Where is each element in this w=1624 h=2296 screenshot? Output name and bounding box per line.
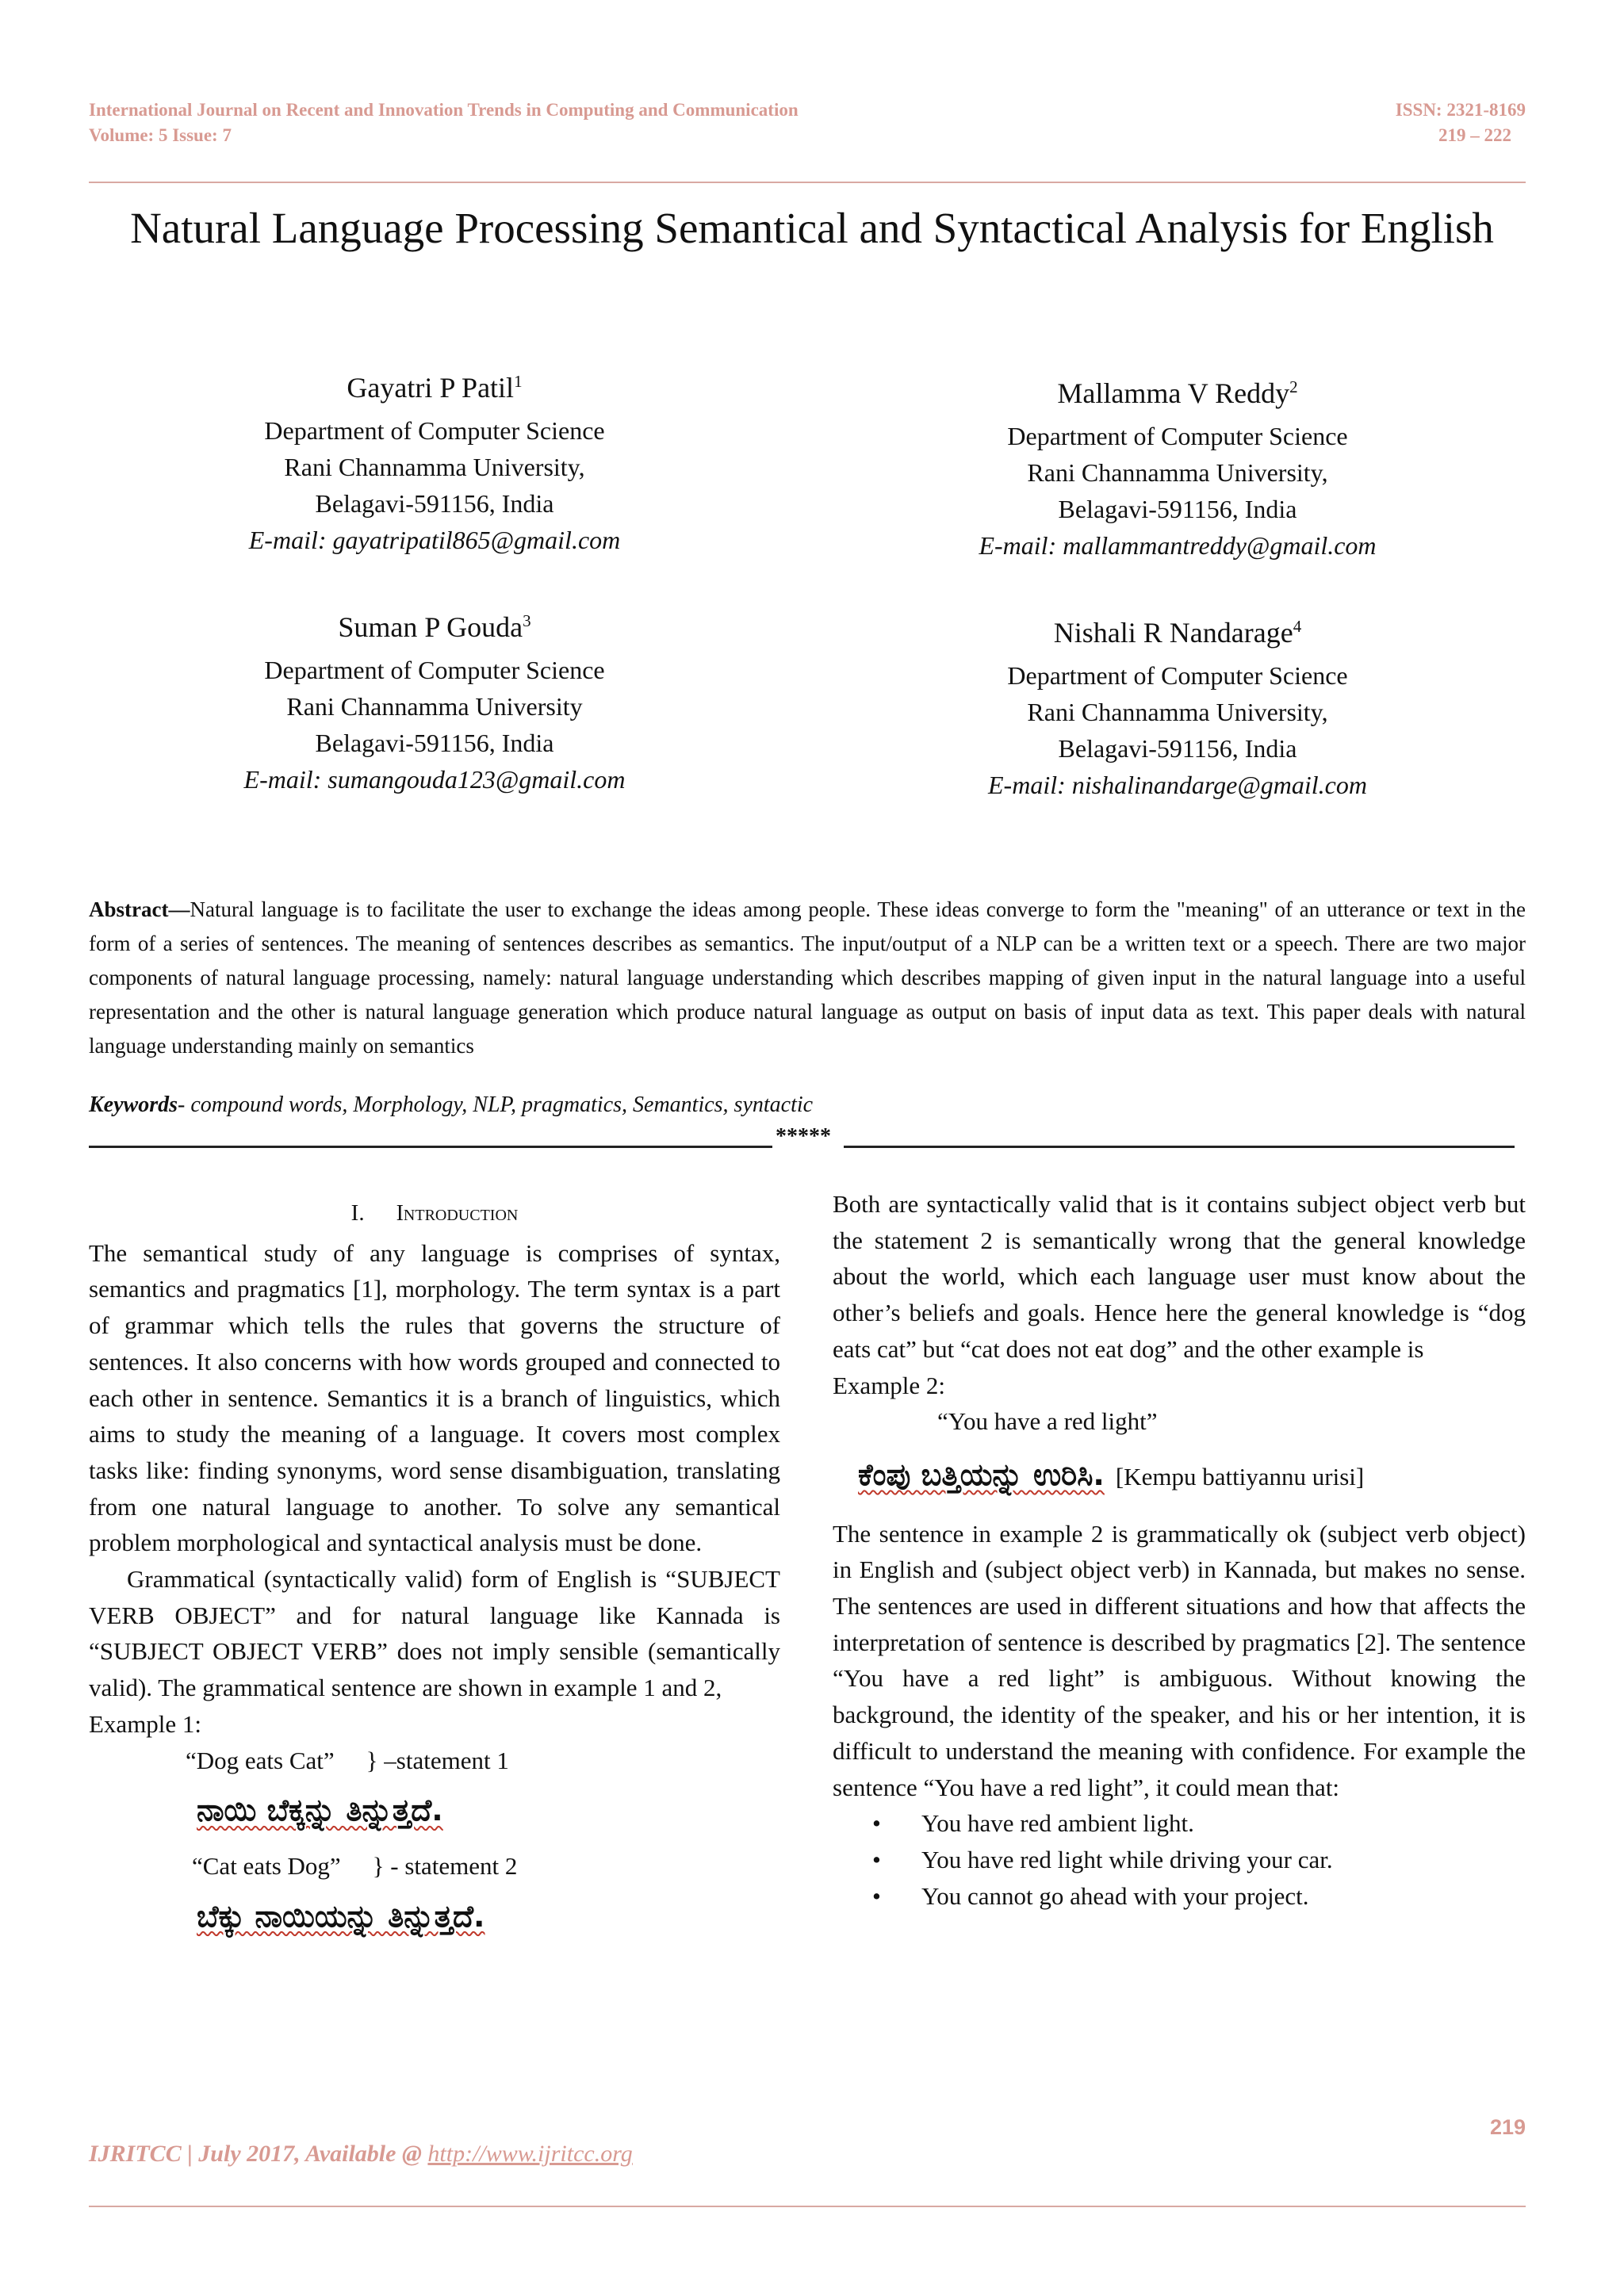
separator-rule-right	[844, 1146, 1515, 1148]
author-city: Belagavi-591156, India	[315, 729, 554, 757]
author-name: Mallamma V Reddy$^2$	[1057, 377, 1298, 409]
paper-title: Natural Language Processing Semantical and Syntactical Analysis for English	[130, 204, 1494, 252]
author-block-4	[900, 608, 1455, 803]
bullet-list	[833, 1805, 1526, 1914]
author-name: Suman P Gouda$^3$	[338, 611, 531, 643]
author-city: Belagavi-591156, India	[315, 489, 554, 518]
author-univ: Rani Channamma University,	[1027, 698, 1328, 726]
example-2-label: Example 2:	[833, 1371, 946, 1399]
author-email: E-mail: sumangouda123@gmail.com	[243, 765, 626, 794]
author-name: Gayatri P Patil$^1$	[347, 372, 523, 404]
right-paragraph-1: Both are syntactically valid that is it contains subject object verb but the statement 2 is semantically wrong that the general knowledge about the world, which each language user must know about the other’s beliefs and goals. Hence here the general knowledge is “dog eats cat” but “cat does not eat dog” and the other example is	[833, 1190, 1526, 1363]
example-1-kannada-1: ನಾಯಿ ಬೆಕ್ಕನ್ನು ತಿನ್ನುತ್ತದೆ.	[197, 1793, 443, 1828]
keywords-label: Keywords	[89, 1093, 178, 1117]
section-heading: I. Introduction	[350, 1200, 519, 1226]
example-1-kannada-2: ಬೆಕ್ಕು ನಾಯಿಯನ್ನು ತಿನ್ನುತ್ತದೆ.	[197, 1898, 485, 1934]
section-title: Introduction	[396, 1201, 519, 1226]
author-block-1	[157, 363, 712, 558]
abstract-label: Abstract	[89, 897, 169, 921]
author-block-3	[157, 603, 712, 798]
example-1-statement-1: “Dog eats Cat” } –statement 1	[186, 1746, 509, 1774]
keywords	[89, 1093, 813, 1118]
author-name: Nishali R Nandarage$^4$	[1053, 617, 1302, 649]
author-email: E-mail: nishalinandarge@gmail.com	[988, 771, 1367, 799]
example-2-kannada: ಕೆಂಪು ಬತ್ತಿಯನ್ನು ಉರಿಸಿ. [Kempu battiyannu urisi]	[858, 1456, 1365, 1492]
author-dept: Department of Computer Science	[264, 416, 605, 445]
author-dept: Department of Computer Science	[1007, 422, 1348, 450]
abstract-text: Natural language is to facilitate the user to exchange the ideas among people. These ideas converge to form the "meaning" of an utterance or text in the form of a series of sentences. The meaning of sentences describes as semantics. The input/output of a NLP can be a written text or a speech. There are two major components of natural language processing, namely: natural language understanding which describes mapping of given input in the natural language into a useful representation and the other is natural language generation which produce natural language as output on basis of input data as text. This paper deals with natural language understanding mainly on semantics	[89, 897, 1526, 1058]
abstract	[89, 893, 1526, 1063]
page-number: 219	[1489, 2115, 1526, 2139]
example-1-statement-2: “Cat eats Dog” } - statement 2	[192, 1851, 518, 1880]
separator-stars: *****	[776, 1124, 831, 1149]
footer-link[interactable]: http://www.ijritcc.org	[427, 2141, 633, 2167]
author-univ: Rani Channamma University,	[1027, 458, 1328, 487]
right-paragraph-2: The sentence in example 2 is grammatically ok (subject verb object) in English and (subject object verb) in Kannada, but makes no sense. The sentences are used in different situations and how that affects the interpretation of sentence is described by pragmatics [2]. The sentence “You have a red light” is ambiguous. Without knowing the background, the identity of the speaker, and his or her intention, it is difficult to understand the meaning with confidence. For example the sentence “You have a red light”, it could mean that:	[833, 1519, 1526, 1801]
right-column	[833, 1186, 1526, 1914]
footer-rule	[89, 2206, 1526, 2207]
author-dept: Department of Computer Science	[264, 656, 605, 684]
list-item: • You cannot go ahead with your project.	[833, 1878, 1526, 1915]
author-univ: Rani Channamma University,	[284, 453, 585, 481]
issn: ISSN: 2321-8169	[1395, 100, 1526, 120]
author-email: E-mail: gayatripatil865@gmail.com	[248, 526, 621, 554]
author-email: E-mail: mallammantreddy@gmail.com	[979, 531, 1377, 560]
intro-paragraph-1: The semantical study of any language is comprises of syntax, semantics and pragmatics [1], morphology. The term syntax is a part of grammar which tells the rules that governs the structure of sentences. It also concerns with how words grouped and connected to each other in sentence. Semantics it is a branch of linguistics, which aims to study the meaning of a language. It covers most complex tasks like: finding synonyms, word sense disambiguation, translating from one natural language to another. To solve any semantical problem morphological and syntactical analysis must be done.	[89, 1238, 780, 1557]
separator-rule-left	[89, 1146, 772, 1148]
journal-name: International Journal on Recent and Innovation Trends in Computing and Communication	[89, 100, 799, 120]
left-column	[89, 1196, 780, 1936]
volume-issue: Volume: 5 Issue: 7	[89, 125, 232, 145]
abstract-dash: —	[168, 897, 190, 921]
author-block-2	[900, 369, 1455, 564]
intro-paragraph-2: Grammatical (syntactically valid) form of English is “SUBJECT VERB OBJECT” and for natural language like Kannada is “SUBJECT OBJECT VERB” does not imply sensible (semantically valid). The grammatical sentence are shown in example 1 and 2,	[89, 1565, 780, 1702]
footer-text: IJRITCC | July 2017, Available @ http://www.ijritcc.org	[89, 2141, 633, 2167]
example-2-transliteration: [Kempu battiyannu urisi]	[1115, 1462, 1365, 1490]
page-range: 219 – 222	[1438, 125, 1511, 145]
author-univ: Rani Channamma University	[286, 692, 583, 721]
author-city: Belagavi-591156, India	[1058, 734, 1297, 763]
example-2-statement: “You have a red light”	[937, 1407, 1158, 1436]
author-dept: Department of Computer Science	[1007, 661, 1348, 690]
example-1-label: Example 1:	[89, 1709, 202, 1738]
header-rule	[89, 182, 1526, 183]
author-city: Belagavi-591156, India	[1058, 495, 1297, 523]
list-item: • You have red ambient light.	[833, 1805, 1526, 1842]
list-item: • You have red light while driving your car.	[833, 1842, 1526, 1878]
keywords-text: - compound words, Morphology, NLP, pragmatics, Semantics, syntactic	[178, 1093, 814, 1117]
